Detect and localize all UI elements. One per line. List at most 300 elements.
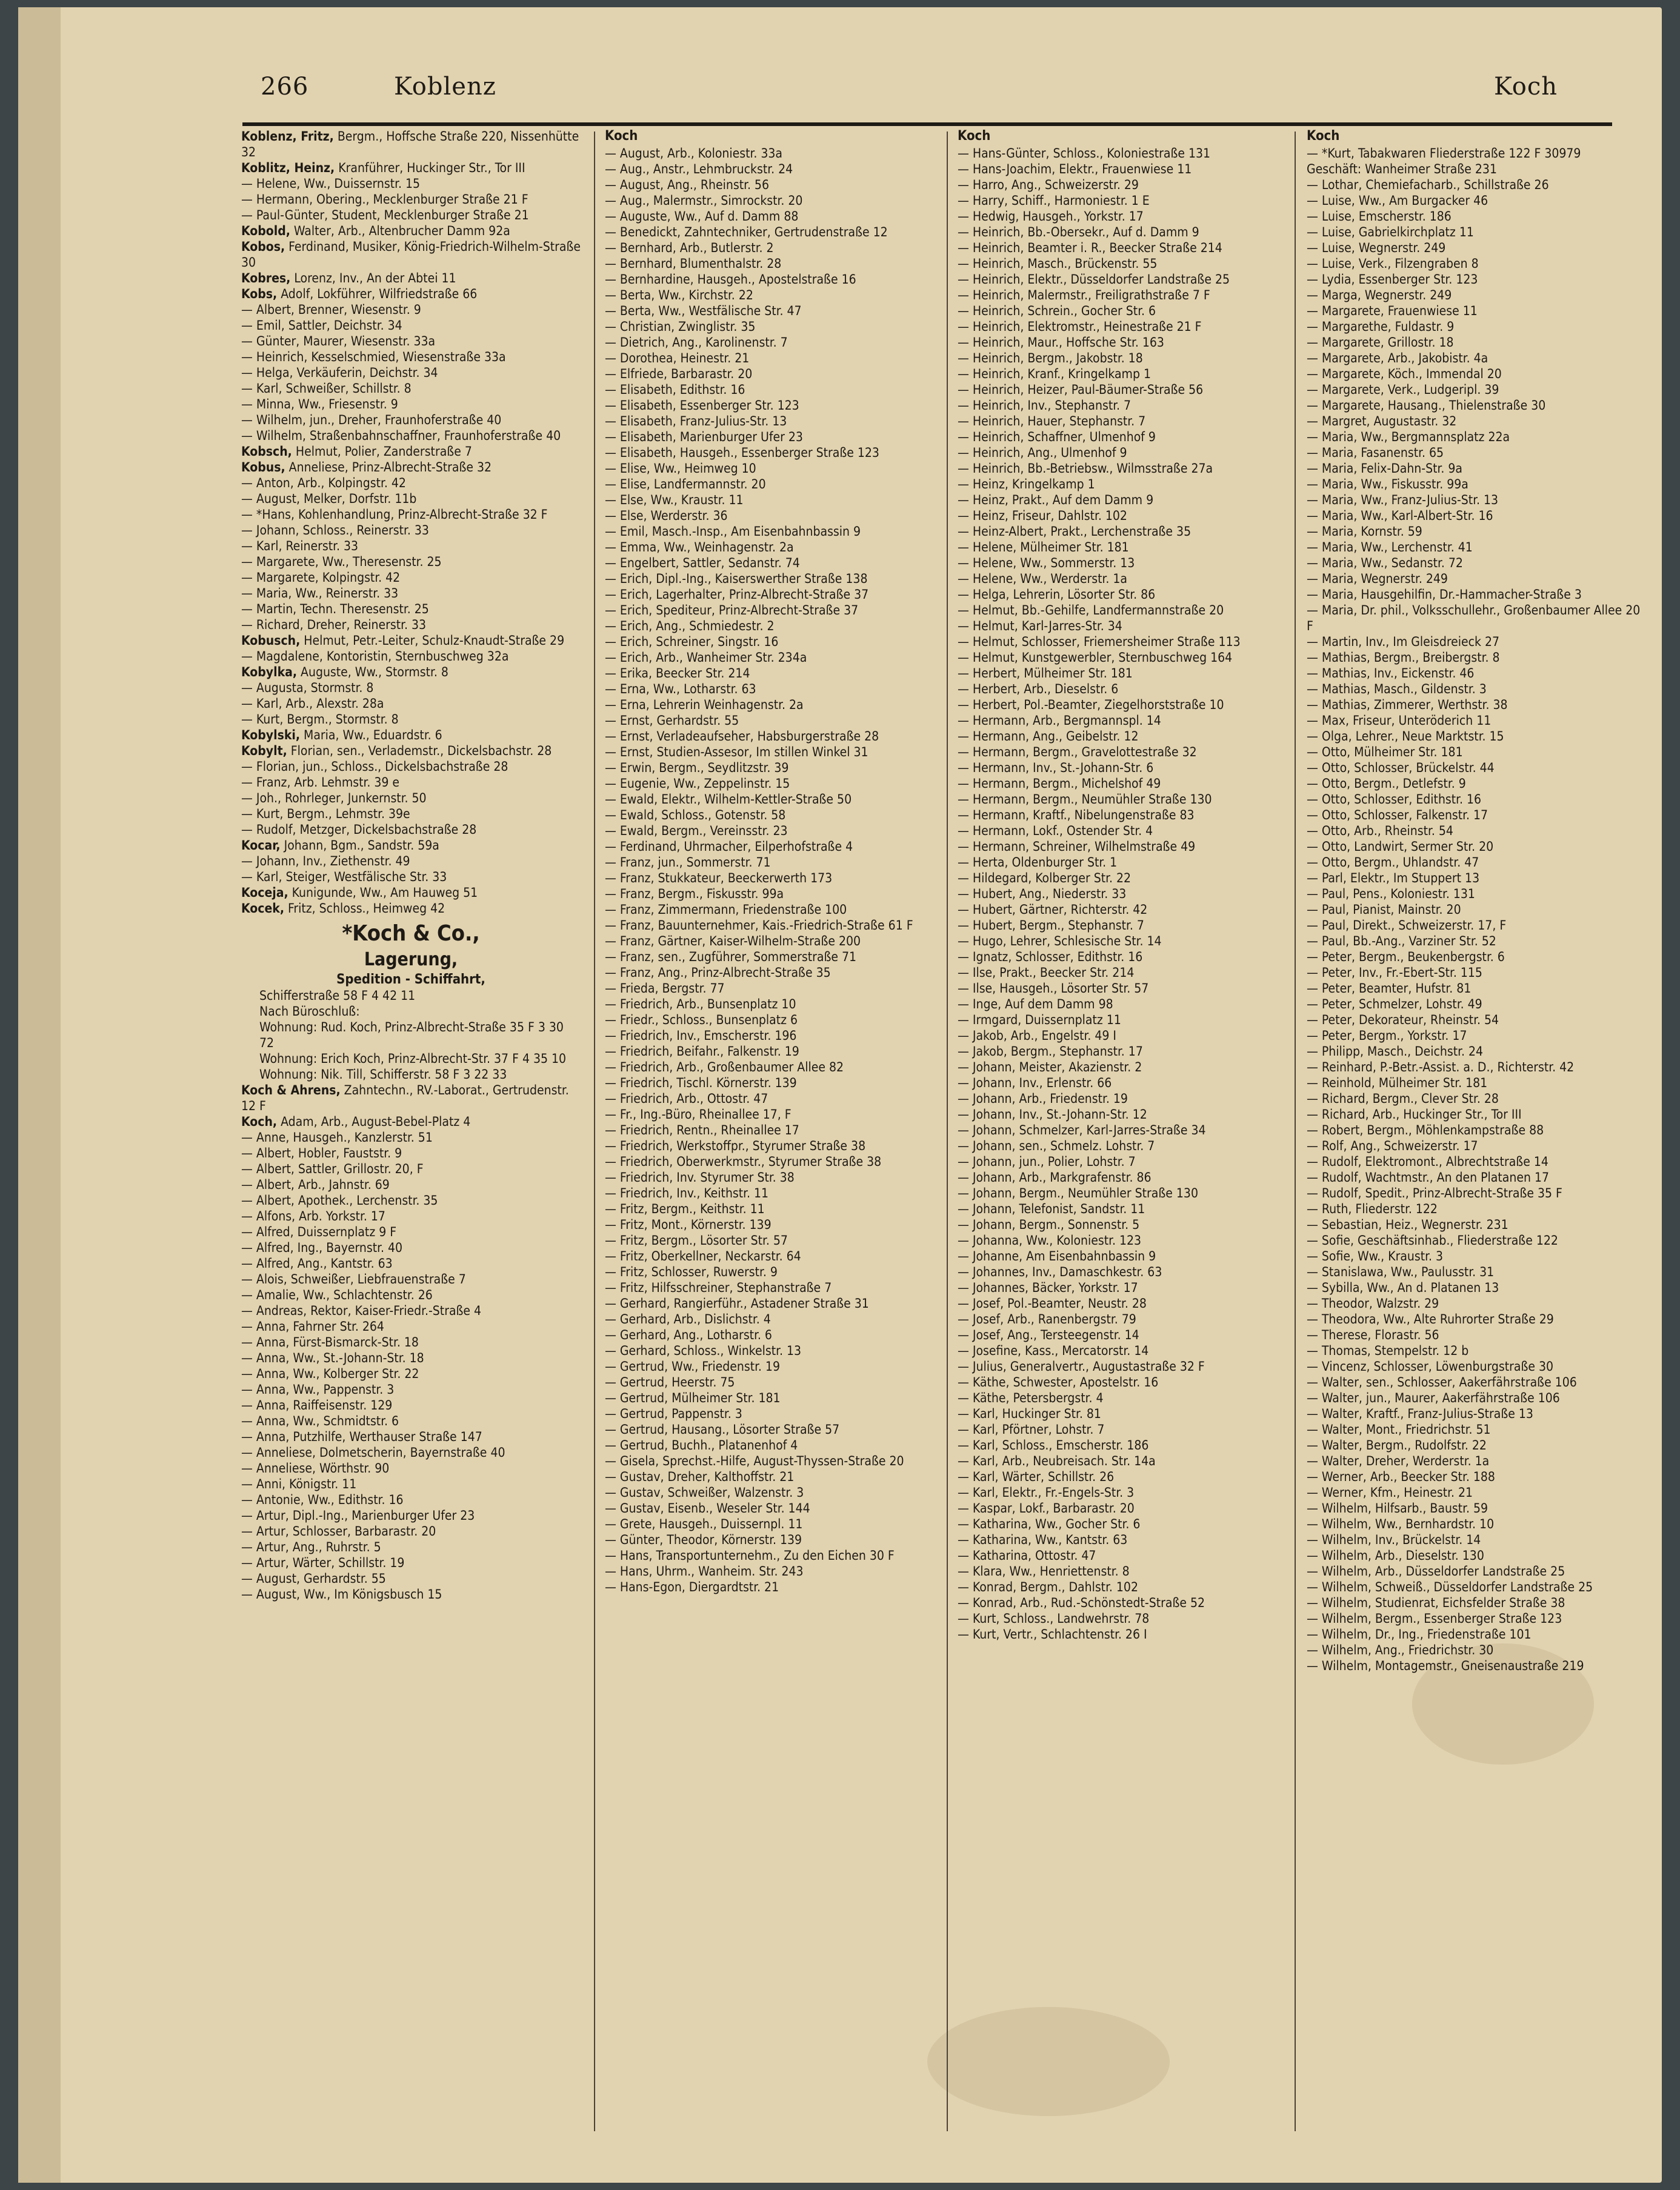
- directory-entry: [958, 902, 1297, 917]
- directory-entry: [241, 790, 581, 806]
- entry-text: — Margarete, Hausang., Thielenstraße 30: [1307, 398, 1546, 413]
- entry-text: — Mathias, Bergm., Breibergstr. 8: [1307, 650, 1500, 665]
- directory-entry: [605, 287, 944, 303]
- entry-text: Ferdinand, Musiker, König-Friedrich-Wilhelm-Straße 30: [241, 239, 581, 270]
- directory-entry: [958, 634, 1297, 650]
- directory-entry: [958, 1516, 1297, 1532]
- directory-entry: [958, 650, 1297, 665]
- directory-entry: [1307, 256, 1646, 271]
- entry-text: — Franz, Arb. Lehmstr. 39 e: [241, 775, 400, 790]
- entry-text: — Artur, Ang., Ruhrstr. 5: [241, 1540, 381, 1554]
- entry-text: — Emil, Sattler, Deichstr. 34: [241, 318, 402, 333]
- directory-entry: [241, 1492, 581, 1508]
- directory-entry: [1307, 902, 1646, 917]
- directory-entry: [1307, 413, 1646, 429]
- directory-entry: [958, 1264, 1297, 1280]
- entry-text: — Otto, Mülheimer Str. 181: [1307, 745, 1463, 759]
- entry-text: — Walter, Kraftf., Franz-Julius-Straße 13: [1307, 1406, 1533, 1421]
- entry-text: — Karl, Schweißer, Schillstr. 8: [241, 381, 412, 396]
- directory-entry: [241, 1350, 581, 1366]
- entry-text: — Maria, Ww., Bergmannsplatz 22a: [1307, 430, 1510, 444]
- entry-text: — Hugo, Lehrer, Schlesische Str. 14: [958, 934, 1162, 948]
- entry-text: — Franz, sen., Zugführer, Sommerstraße 71: [605, 950, 857, 964]
- entry-text: — Helga, Verkäuferin, Deichstr. 34: [241, 365, 438, 380]
- entry-text: — *Kurt, Tabakwaren Fliederstraße 122 F 30979: [1307, 146, 1581, 161]
- entry-text: Zahntechn., RV.-Laborat., Gertrudenstr. 12 F: [241, 1083, 569, 1113]
- directory-entry: [958, 382, 1297, 398]
- entry-text: — Stanislawa, Ww., Paulusstr. 31: [1307, 1265, 1495, 1279]
- directory-entry: [241, 1130, 581, 1145]
- entry-text: — Margarete, Arb., Jakobistr. 4a: [1307, 351, 1488, 365]
- entry-surname: Koblenz, Fritz,: [241, 129, 334, 144]
- directory-entry: [605, 429, 944, 445]
- entry-text: — Jakob, Arb., Engelstr. 49 I: [958, 1028, 1116, 1043]
- directory-entry: [1307, 303, 1646, 319]
- directory-entry: [605, 1059, 944, 1075]
- entry-text: — Franz, Ang., Prinz-Albrecht-Straße 35: [605, 965, 831, 980]
- directory-entry: [605, 256, 944, 271]
- entry-text: — Hubert, Bergm., Stephanstr. 7: [958, 918, 1144, 933]
- directory-entry: [1307, 1485, 1646, 1500]
- ad-text-line: Schifferstraße 58 F 4 42 11: [259, 988, 416, 1003]
- entry-text: — Inge, Auf dem Damm 98: [958, 997, 1113, 1011]
- entry-text: — Hedwig, Hausgeh., Yorkstr. 17: [958, 209, 1144, 224]
- directory-entry: [1307, 760, 1646, 776]
- directory-entry: [241, 554, 581, 570]
- ad-text-line: Wohnung: Nik. Till, Schifferstr. 58 F 3 22 33: [259, 1067, 507, 1082]
- directory-entry: [241, 1382, 581, 1397]
- entry-text: Kranführer, Huckinger Str., Tor III: [335, 161, 525, 175]
- entry-text: — Friedrich, Arb., Ottostr. 47: [605, 1091, 768, 1106]
- directory-entry: [1307, 366, 1646, 382]
- directory-entry: [958, 1107, 1297, 1122]
- directory-entry: [1307, 240, 1646, 256]
- column-divider: [594, 131, 595, 2131]
- entry-text: — Helmut, Schlosser, Friemersheimer Straße 113: [958, 634, 1241, 649]
- entry-text: — Heinrich, Heizer, Paul-Bäumer-Straße 56: [958, 382, 1204, 397]
- entry-text: — Anneliese, Dolmetscherin, Bayernstraße 40: [241, 1445, 505, 1460]
- entry-text: — Heinrich, Inv., Stephanstr. 7: [958, 398, 1132, 413]
- entry-text: — Gustav, Dreher, Kalthoffstr. 21: [605, 1469, 795, 1484]
- directory-entry: [958, 1406, 1297, 1422]
- entry-text: — Ernst, Verladeaufseher, Habsburgerstraße 28: [605, 729, 879, 744]
- directory-entry: [1307, 1264, 1646, 1280]
- entry-text: — Kaspar, Lokf., Barbarastr. 20: [958, 1501, 1135, 1516]
- entry-text: — Hubert, Gärtner, Richterstr. 42: [958, 902, 1148, 917]
- entry-text: — Augusta, Stormstr. 8: [241, 681, 374, 695]
- entry-text: — Albert, Arb., Jahnstr. 69: [241, 1177, 390, 1192]
- column-2: [605, 128, 944, 1595]
- entry-text: — Maria, Hausgehilfin, Dr.-Hammacher-Straße 3: [1307, 587, 1582, 602]
- entry-text: — Werner, Kfm., Heinestr. 21: [1307, 1485, 1473, 1500]
- column-heading: Koch: [605, 128, 638, 144]
- entry-text: — Karl, Elektr., Fr.-Engels-Str. 3: [958, 1485, 1135, 1500]
- entry-text: — Hermann, Obering., Mecklenburger Straße 21 F: [241, 192, 528, 207]
- entry-text: — Ilse, Hausgeh., Lösorter Str. 57: [958, 981, 1149, 996]
- directory-entry: [958, 1059, 1297, 1075]
- directory-entry: [1307, 933, 1646, 949]
- entry-text: — Wilhelm, Straßenbahnschaffner, Fraunhoferstraße 40: [241, 428, 561, 443]
- entry-text: — Aug., Anstr., Lehmbruckstr. 24: [605, 162, 793, 176]
- directory-entry: [241, 1508, 581, 1523]
- directory-entry: [241, 727, 581, 743]
- entry-text: — Harro, Ang., Schweizerstr. 29: [958, 178, 1139, 192]
- directory-entry: [1307, 508, 1646, 524]
- entry-text: — Engelbert, Sattler, Sedanstr. 74: [605, 556, 800, 570]
- directory-entry: [605, 1500, 944, 1516]
- entry-text: — Paul-Günter, Student, Mecklenburger Straße 21: [241, 208, 529, 222]
- directory-entry: [605, 791, 944, 807]
- directory-entry: [1307, 145, 1646, 161]
- entry-text: — Heinrich, Masch., Brückenstr. 55: [958, 256, 1158, 271]
- directory-entry: [1307, 1122, 1646, 1138]
- entry-text: — Elisabeth, Edithstr. 16: [605, 382, 745, 397]
- entry-text: — August, Ww., Im Königsbusch 15: [241, 1587, 442, 1602]
- entry-text: — Wilhelm, Hilfsarb., Baustr. 59: [1307, 1501, 1488, 1516]
- directory-entry: [241, 1555, 581, 1571]
- entry-text: — Erich, Dipl.-Ing., Kaiserswerther Straße 138: [605, 571, 868, 586]
- entry-text: — Margarete, Köch., Immendal 20: [1307, 367, 1502, 381]
- entry-text: — Dorothea, Heinestr. 21: [605, 351, 750, 365]
- directory-entry: [958, 965, 1297, 980]
- directory-entry: [958, 429, 1297, 445]
- directory-entry: [605, 602, 944, 618]
- directory-entry: [958, 697, 1297, 713]
- directory-entry: [958, 256, 1297, 271]
- directory-entry: [1307, 1563, 1646, 1579]
- directory-entry: [958, 1611, 1297, 1626]
- entry-text: — Thomas, Stempelstr. 12 b: [1307, 1343, 1469, 1358]
- entry-text: — Elisabeth, Hausgeh., Essenberger Straße 123: [605, 445, 879, 460]
- entry-surname: Koch,: [241, 1114, 278, 1129]
- entry-text: — Gerhard, Rangierführ., Astadener Straße 31: [605, 1296, 869, 1311]
- entry-text: — Helene, Ww., Werderstr. 1a: [958, 571, 1127, 586]
- directory-entry: [958, 1043, 1297, 1059]
- entry-text: — Kurt, Bergm., Lehmstr. 39e: [241, 807, 410, 821]
- entry-text: — Artur, Dipl.-Ing., Marienburger Ufer 23: [241, 1508, 475, 1523]
- entry-text: — Walter, Mont., Friedrichstr. 51: [1307, 1422, 1491, 1437]
- directory-entry: [1307, 823, 1646, 839]
- entry-text: — Therese, Florastr. 56: [1307, 1328, 1439, 1342]
- directory-entry: [1307, 1626, 1646, 1642]
- ad-title: *Koch & Co.,: [342, 921, 480, 946]
- directory-entry: [1307, 776, 1646, 791]
- directory-entry: [605, 1248, 944, 1264]
- directory-entry: [958, 1485, 1297, 1500]
- entry-text: — Hermann, Inv., St.-Johann-Str. 6: [958, 761, 1154, 775]
- directory-entry: [1307, 208, 1646, 224]
- entry-text: — Fritz, Schlosser, Ruwerstr. 9: [605, 1265, 778, 1279]
- directory-entry: [1307, 1532, 1646, 1548]
- entry-text: — Paul, Pianist, Mainstr. 20: [1307, 902, 1461, 917]
- directory-entry: [605, 587, 944, 602]
- entry-text: — Max, Friseur, Unteröderich 11: [1307, 713, 1492, 728]
- directory-entry: [1307, 854, 1646, 870]
- directory-entry: [958, 476, 1297, 492]
- entry-text: — Erich, Ang., Schmiedestr. 2: [605, 619, 775, 633]
- directory-entry: [241, 1240, 581, 1256]
- directory-entry: [958, 917, 1297, 933]
- entry-text: — Peter, Bergm., Yorkstr. 17: [1307, 1028, 1467, 1043]
- directory-entry: [1307, 1201, 1646, 1217]
- entry-text: — Hermann, Arb., Bergmannspl. 14: [958, 713, 1161, 728]
- directory-entry: [241, 585, 581, 601]
- directory-entry: [605, 539, 944, 555]
- directory-entry: [241, 1224, 581, 1240]
- entry-text: — Johann, Inv., Erlenstr. 66: [958, 1076, 1112, 1090]
- directory-entry: [605, 350, 944, 366]
- entry-text: — Albert, Sattler, Grillostr. 20, F: [241, 1162, 424, 1176]
- directory-entry: [241, 680, 581, 696]
- entry-text: — Heinrich, Malermstr., Freiligrathstraße 7 F: [958, 288, 1210, 302]
- entry-text: — Gerhard, Schloss., Winkelstr. 13: [605, 1343, 801, 1358]
- entry-text: — Franz, Bergm., Fiskusstr. 99a: [605, 887, 784, 901]
- entry-text: — Peter, Beamter, Hufstr. 81: [1307, 981, 1472, 996]
- entry-text: — Helene, Ww., Sommerstr. 13: [958, 556, 1135, 570]
- entry-text: Anneliese, Prinz-Albrecht-Straße 32: [285, 460, 492, 474]
- entry-text: — Alfred, Ang., Kantstr. 63: [241, 1256, 393, 1271]
- directory-entry: [605, 650, 944, 665]
- directory-entry: [958, 728, 1297, 744]
- directory-entry: [241, 696, 581, 711]
- entry-text: — Erich, Spediteur, Prinz-Albrecht-Straße 37: [605, 603, 859, 617]
- directory-entry: [605, 382, 944, 398]
- entry-text: — Robert, Bergm., Möhlenkampstraße 88: [1307, 1123, 1544, 1137]
- entry-text: — Vincenz, Schlosser, Löwenburgstraße 30: [1307, 1359, 1554, 1374]
- entry-text: — Wilhelm, Arb., Düsseldorfer Landstraße 25: [1307, 1564, 1565, 1579]
- entry-text: — Heinrich, Kesselschmied, Wiesenstraße 33a: [241, 350, 506, 364]
- entry-text: — Lothar, Chemiefacharb., Schillstraße 26: [1307, 178, 1549, 192]
- directory-entry: [1307, 1012, 1646, 1028]
- entry-text: — Alfred, Ing., Bayernstr. 40: [241, 1240, 402, 1255]
- directory-entry: [958, 776, 1297, 791]
- entry-text: — Johann, sen., Schmelz. Lohstr. 7: [958, 1139, 1155, 1153]
- directory-entry: [605, 1390, 944, 1406]
- directory-entry: [241, 1460, 581, 1476]
- directory-entry: [958, 1453, 1297, 1469]
- entry-text: — Johanna, Ww., Koloniestr. 123: [958, 1233, 1141, 1248]
- entry-text: — Ewald, Schloss., Gotenstr. 58: [605, 808, 786, 822]
- entry-surname: Kocek,: [241, 901, 285, 916]
- entry-text: — Luise, Verk., Filzengraben 8: [1307, 256, 1479, 271]
- entry-text: — Luise, Gabrielkirchplatz 11: [1307, 225, 1474, 239]
- entry-text: — Philipp, Masch., Deichstr. 24: [1307, 1044, 1483, 1059]
- entry-text: — Anton, Arb., Kolpingstr. 42: [241, 476, 406, 490]
- directory-entry: [605, 1579, 944, 1595]
- directory-entry: [241, 885, 581, 900]
- directory-entry: [605, 886, 944, 902]
- entry-text: — Emma, Ww., Weinhagenstr. 2a: [605, 540, 794, 554]
- entry-text: Kunigunde, Ww., Am Hauweg 51: [288, 885, 478, 900]
- directory-entry: [241, 522, 581, 538]
- directory-entry: [1307, 224, 1646, 240]
- entry-text: — Maria, Kornstr. 59: [1307, 524, 1422, 539]
- entry-surname: Kobusch,: [241, 633, 301, 648]
- entry-text: — Anne, Hausgeh., Kanzlerstr. 51: [241, 1130, 433, 1145]
- entry-text: — Friedrich, Inv., Keithstr. 11: [605, 1186, 769, 1200]
- entry-surname: Kobylka,: [241, 665, 298, 679]
- entry-text: — Wilhelm, Ww., Bernhardstr. 10: [1307, 1517, 1495, 1531]
- column-heading: Koch: [958, 128, 991, 144]
- entry-text: — Mathias, Masch., Gildenstr. 3: [1307, 682, 1487, 696]
- entry-text: — Rudolf, Elektromont., Albrechtstraße 14: [1307, 1154, 1548, 1169]
- entry-text: — Ewald, Bergm., Vereinsstr. 23: [605, 824, 788, 838]
- directory-entry: [1307, 807, 1646, 823]
- directory-entry: [1307, 1185, 1646, 1201]
- entry-text: — Fr., Ing.-Büro, Rheinallee 17, F: [605, 1107, 792, 1122]
- entry-text: — Hans-Joachim, Elektr., Frauenwiese 11: [958, 162, 1192, 176]
- directory-entry: [1307, 1059, 1646, 1075]
- entry-text: — Gertrud, Pappenstr. 3: [605, 1406, 742, 1421]
- directory-entry: [958, 366, 1297, 382]
- directory-entry: [958, 350, 1297, 366]
- entry-text: — Elise, Landfermannstr. 20: [605, 477, 766, 491]
- entry-text: — Johanne, Am Eisenbahnbassin 9: [958, 1249, 1156, 1263]
- entry-text: — Heinrich, Schrein., Gocher Str. 6: [958, 304, 1156, 318]
- entry-text: — Heinz-Albert, Prakt., Lerchenstraße 35: [958, 524, 1192, 539]
- directory-entry: [1307, 791, 1646, 807]
- entry-text: — Luise, Ww., Am Burgacker 46: [1307, 193, 1488, 208]
- directory-entry: [241, 1177, 581, 1193]
- entry-text: Walter, Arb., Altenbrucher Damm 92a: [290, 224, 510, 238]
- directory-entry: [958, 1154, 1297, 1170]
- entry-text: — Johann, Schmelzer, Karl-Jarres-Straße 34: [958, 1123, 1206, 1137]
- directory-entry: [958, 303, 1297, 319]
- directory-entry: [958, 240, 1297, 256]
- directory-entry: [1307, 980, 1646, 996]
- directory-entry: [605, 949, 944, 965]
- directory-entry: [605, 839, 944, 854]
- entry-text: — Gustav, Schweißer, Walzenstr. 3: [605, 1485, 804, 1500]
- directory-entry: [1307, 665, 1646, 681]
- entry-text: — Elisabeth, Franz-Julius-Str. 13: [605, 414, 787, 428]
- entry-text: — Heinrich, Ang., Ulmenhof 9: [958, 445, 1127, 460]
- entry-text: — Otto, Bergm., Uhlandstr. 47: [1307, 855, 1479, 870]
- directory-entry: [958, 555, 1297, 571]
- entry-text: — Josef, Ang., Tersteegenstr. 14: [958, 1328, 1139, 1342]
- directory-entry: [241, 1397, 581, 1413]
- entry-text: — Erich, Arb., Wanheimer Str. 234a: [605, 650, 807, 665]
- entry-text: — Antonie, Ww., Edithstr. 16: [241, 1493, 404, 1507]
- directory-entry: [241, 648, 581, 664]
- directory-entry: [1307, 1343, 1646, 1359]
- directory-entry: [958, 413, 1297, 429]
- directory-entry: [958, 1343, 1297, 1359]
- directory-entry: [605, 271, 944, 287]
- entry-text: — Peter, Schmelzer, Lohstr. 49: [1307, 997, 1482, 1011]
- directory-entry: [958, 760, 1297, 776]
- paper-stain: [927, 2007, 1170, 2116]
- directory-entry: [605, 1201, 944, 1217]
- directory-entry: [241, 270, 581, 286]
- entry-text: — Heinrich, Elektr., Düsseldorfer Landstraße 25: [958, 272, 1230, 287]
- directory-entry: [241, 617, 581, 633]
- entry-text: — Paul, Bb.-Ang., Varziner Str. 52: [1307, 934, 1496, 948]
- entry-text: — Katharina, Ottostr. 47: [958, 1548, 1096, 1563]
- directory-entry: [1307, 1437, 1646, 1453]
- entry-surname: Koceja,: [241, 885, 288, 900]
- directory-entry: [958, 1548, 1297, 1563]
- entry-text: — Grete, Hausgeh., Duissernpl. 11: [605, 1517, 803, 1531]
- directory-entry: [241, 900, 581, 916]
- directory-entry: [605, 303, 944, 319]
- entry-text: — Günter, Maurer, Wiesenstr. 33a: [241, 334, 436, 348]
- directory-entry: [241, 1193, 581, 1208]
- directory-entry: [1307, 382, 1646, 398]
- directory-entry: [605, 145, 944, 161]
- entry-text: — Heinrich, Kranf., Kringelkamp 1: [958, 367, 1151, 381]
- entry-text: — Friedrich, Tischl. Körnerstr. 139: [605, 1076, 797, 1090]
- entry-text: — Otto, Landwirt, Sermer Str. 20: [1307, 839, 1494, 854]
- entry-text: — Wilhelm, jun., Dreher, Fraunhoferstraße 40: [241, 413, 502, 427]
- entry-text: — Heinz, Kringelkamp 1: [958, 477, 1095, 491]
- directory-entry: [1307, 1138, 1646, 1154]
- entry-text: — Peter, Bergm., Beukenbergstr. 6: [1307, 950, 1505, 964]
- directory-entry: [958, 1422, 1297, 1437]
- directory-entry: [605, 1138, 944, 1154]
- directory-entry: [241, 774, 581, 790]
- directory-entry: [605, 1563, 944, 1579]
- entry-text: — Heinrich, Hauer, Stephanstr. 7: [958, 414, 1146, 428]
- entry-text: — Fritz, Hilfsschreiner, Stephanstraße 7: [605, 1280, 832, 1295]
- entry-text: — Friedrich, Rentn., Rheinallee 17: [605, 1123, 799, 1137]
- entry-text: — Ewald, Elektr., Wilhelm-Kettler-Straße 50: [605, 792, 852, 807]
- entry-text: — Julius, Generalvertr., Augustastraße 32 F: [958, 1359, 1205, 1374]
- entry-text: — Friedrich, Oberwerkmstr., Styrumer Straße 38: [605, 1154, 882, 1169]
- directory-entry: [1307, 744, 1646, 760]
- entry-text: — Johann, Arb., Markgrafenstr. 86: [958, 1170, 1152, 1185]
- directory-entry: [958, 161, 1297, 177]
- directory-entry: [241, 570, 581, 585]
- entry-text: — Hermann, Lokf., Ostender Str. 4: [958, 824, 1153, 838]
- directory-entry: [241, 1586, 581, 1602]
- directory-entry: [1307, 161, 1646, 177]
- directory-entry: [1307, 571, 1646, 587]
- directory-entry: [241, 1334, 581, 1350]
- directory-entry: [241, 633, 581, 648]
- entry-text: — Sofie, Ww., Kraustr. 3: [1307, 1249, 1443, 1263]
- column-heading: Koch: [1307, 128, 1340, 144]
- directory-entry: [1307, 555, 1646, 571]
- directory-entry: [1307, 271, 1646, 287]
- directory-entry: [605, 413, 944, 429]
- directory-entry: [605, 618, 944, 634]
- directory-entry: [1307, 1406, 1646, 1422]
- directory-entry: [958, 665, 1297, 681]
- entry-text: — Franz, Gärtner, Kaiser-Wilhelm-Straße 200: [605, 934, 861, 948]
- entry-text: — Josef, Pol.-Beamter, Neustr. 28: [958, 1296, 1147, 1311]
- column-4: [1307, 128, 1646, 1674]
- directory-entry: [241, 128, 581, 160]
- entry-surname: Kobres,: [241, 271, 291, 285]
- directory-entry: [605, 1374, 944, 1390]
- directory-entry: [958, 445, 1297, 461]
- entry-text: — Frieda, Bergstr. 77: [605, 981, 725, 996]
- directory-entry: [1307, 1280, 1646, 1296]
- entry-text: — Maria, Ww., Fiskusstr. 99a: [1307, 477, 1468, 491]
- advertisement-koch-co: [241, 920, 581, 1082]
- entry-text: — Berta, Ww., Westfälische Str. 47: [605, 304, 802, 318]
- entry-surname: Kobos,: [241, 239, 285, 254]
- entry-text: — Bernhard, Blumenthalstr. 28: [605, 256, 782, 271]
- directory-entry: [605, 224, 944, 240]
- entry-text: — Franz, Bauunternehmer, Kais.-Friedrich-Straße 61 F: [605, 918, 913, 933]
- directory-entry: [1307, 1595, 1646, 1611]
- entry-text: — Fritz, Bergm., Keithstr. 11: [605, 1202, 765, 1216]
- entry-text: — Wilhelm, Inv., Brückelstr. 14: [1307, 1533, 1481, 1547]
- directory-entry: [605, 1485, 944, 1500]
- directory-entry: [605, 854, 944, 870]
